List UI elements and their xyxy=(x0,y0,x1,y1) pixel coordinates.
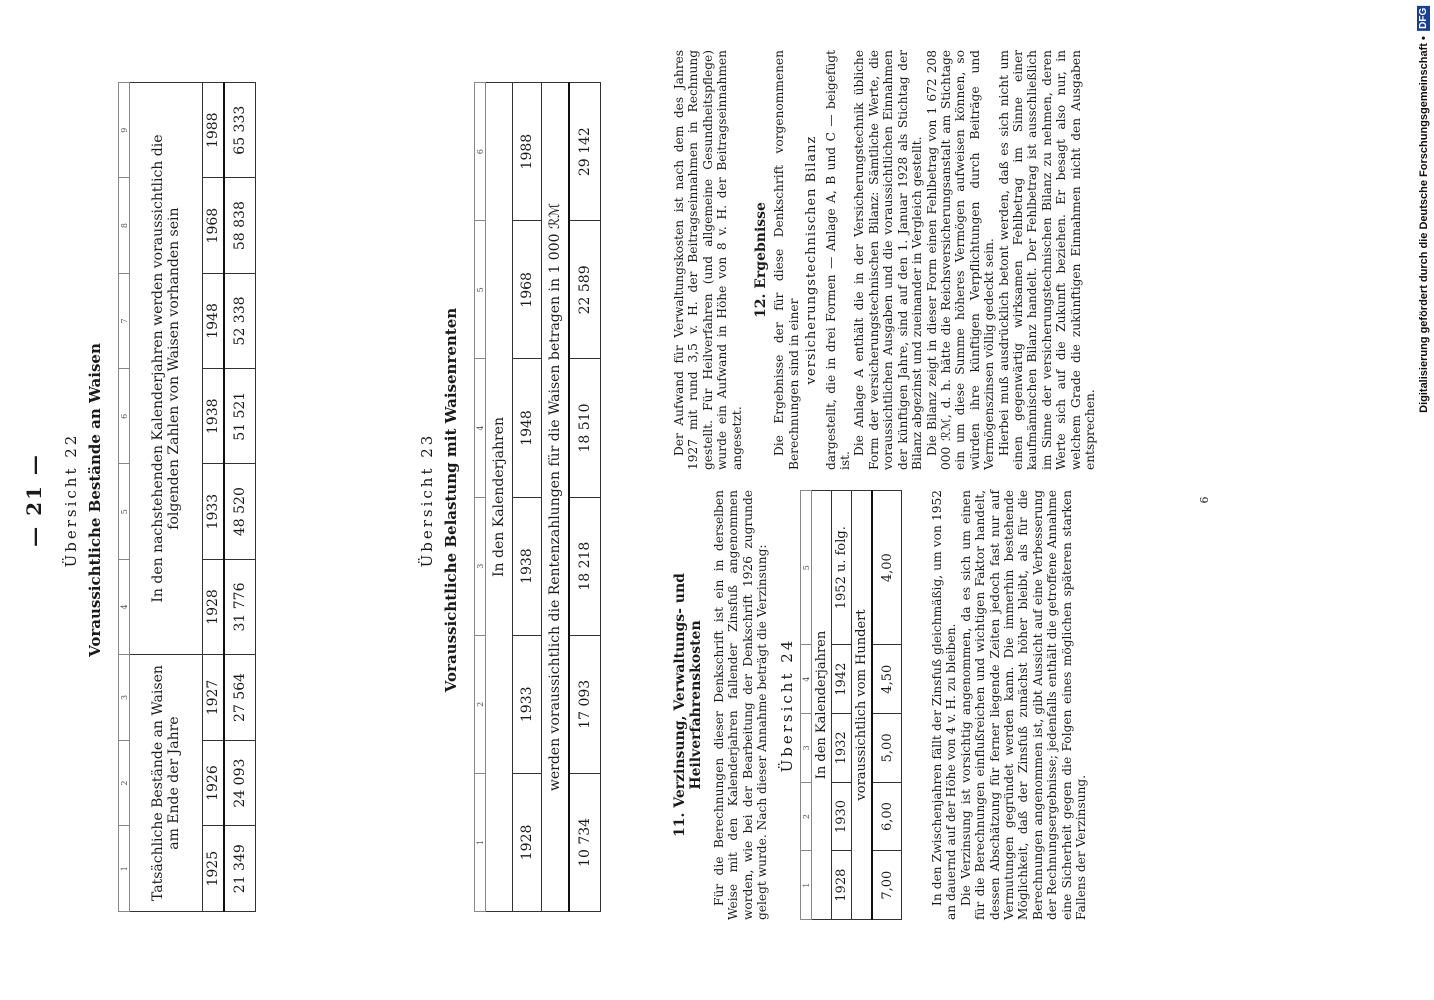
page-header: — 21 — xyxy=(22,453,46,547)
table23-header: In den Kalenderjahren xyxy=(486,83,513,912)
value-cell: 21 349 xyxy=(224,826,256,912)
table23-title: Voraussichtliche Belastung mit Waisenrenten xyxy=(442,307,460,693)
value-cell: 58 838 xyxy=(224,178,256,273)
table22 xyxy=(118,82,256,912)
value-cell: 4,50 xyxy=(872,645,902,714)
colnum: 5 xyxy=(119,464,130,559)
paragraph: Die Verzinsung ist vorsichtig angenommen, da es sich um einen für die Berechnungen einflußreichen und wichtigen Faktor handelt, dessen Abschätzung für ferner liegende Zeiten jedoch fast nur auf Vermutungen gegründet werden kann. Die immerhin bestehende Möglichkeit, daß der Zinsfuß zunächst höher bleibt, als für die Berechnungen angenommen ist, gibt Aussicht auf eine Verbesserung der Rechnungsergebnisse; jedenfalls enthält die getroffene Annahme eine Sicherheit gegen die Folgen eines möglichen späteren starken Fallens der Verzinsung. xyxy=(958,490,1089,920)
table23 xyxy=(474,82,601,912)
year-cell: 1968 xyxy=(513,221,542,359)
year-cell: 1933 xyxy=(203,464,225,559)
year-cell: 1948 xyxy=(513,359,542,497)
table22-title: Voraussichtliche Bestände an Waisen xyxy=(86,343,104,657)
colnum: 3 xyxy=(119,655,130,741)
value-cell: 65 333 xyxy=(224,83,256,178)
colnum: 2 xyxy=(801,782,812,851)
table23-subheader: werden voraussichtlich die Rentenzahlungen für die Waisen betragen in 1 000 ℛℳ xyxy=(542,83,570,912)
value-cell: 17 093 xyxy=(569,635,601,773)
colnum: 6 xyxy=(475,83,486,221)
year-cell: 1928 xyxy=(203,559,225,654)
paragraph: Für die Berechnungen dieser Denkschrift ist ein in derselben Weise mit den Kalenderjahren fallender Zinsfuß angenommen worden, wie bei der Bearbeitung der Denkschrift 1926 zugrunde gelegt wurde. Nach dieser Annahme beträgt die Verzinsung: xyxy=(712,490,770,920)
colnum: 6 xyxy=(119,369,130,464)
colnum: 8 xyxy=(119,178,130,273)
value-cell: 52 338 xyxy=(224,273,256,368)
paragraph: Die Ergebnisse der für diese Denkschrift vorgenommenen Berechnungen sind in einer xyxy=(772,50,801,470)
colnum: 1 xyxy=(801,851,812,920)
colnum: 3 xyxy=(475,497,486,635)
colnum: 4 xyxy=(119,559,130,654)
dfg-logo: DFG xyxy=(1418,8,1429,30)
paragraph: Die Bilanz zeigt in dieser Form einen Fehlbetrag von 1 672 208 000 ℛℳ, d. h. hätte die Reichsversicherungsanstalt am Stichtage ein um diese Summe höheres Vermögen aufweisen können, so würden ihre künftigen Verpflichtungen durch Beiträge und Vermögenszinsen völlig gedeckt sein. xyxy=(924,50,997,470)
table22-left-header: Tatsächliche Bestände an Waisen am Ende der Jahre xyxy=(130,655,203,912)
colnum: 1 xyxy=(119,826,130,912)
year-cell: 1988 xyxy=(203,83,225,178)
colnum: 9 xyxy=(119,83,130,178)
colnum: 2 xyxy=(119,740,130,826)
table24 xyxy=(800,490,902,920)
year-cell: 1942 xyxy=(832,645,852,714)
colnum: 5 xyxy=(801,491,812,645)
year-cell: 1968 xyxy=(203,178,225,273)
value-cell: 18 218 xyxy=(569,497,601,635)
value-cell: 22 589 xyxy=(569,221,601,359)
year-cell: 1933 xyxy=(513,635,542,773)
page-footer-number: 6 xyxy=(1198,496,1211,504)
year-cell: 1928 xyxy=(513,773,542,911)
value-cell: 27 564 xyxy=(224,655,256,741)
colnum: 2 xyxy=(475,635,486,773)
paragraph: In den Zwischenjahren fällt der Zinsfuß gleichmäßig, um von 1952 an dauernd auf der Höhe von 4 v. H. zu bleiben. xyxy=(930,490,959,920)
year-cell: 1932 xyxy=(832,714,852,783)
section11-intro xyxy=(712,490,770,920)
table24-caption: Übersicht 24 xyxy=(778,637,796,773)
year-cell: 1952 u. folg. xyxy=(832,491,852,645)
value-cell: 5,00 xyxy=(872,714,902,783)
year-cell: 1988 xyxy=(513,83,542,221)
year-cell: 1925 xyxy=(203,826,225,912)
year-cell: 1948 xyxy=(203,273,225,368)
value-cell: 29 142 xyxy=(569,83,601,221)
colnum: 5 xyxy=(475,221,486,359)
value-cell: 10 734 xyxy=(569,773,601,911)
credit-text: Digitalisierung gefördert durch die Deutsche Forschungsgemeinschaft • xyxy=(1418,36,1430,413)
year-cell: 1928 xyxy=(832,851,852,920)
table23-caption: Übersicht 23 xyxy=(418,432,436,568)
colnum: 7 xyxy=(119,273,130,368)
year-cell: 1927 xyxy=(203,655,225,741)
section11-heading: 11. Verzinsung, Verwaltungs- und Heilverfahrenskosten xyxy=(672,573,704,837)
bilanz-subtitle: versicherungstechnischen Bilanz xyxy=(804,135,820,385)
year-cell: 1926 xyxy=(203,740,225,826)
year-cell: 1930 xyxy=(832,782,852,851)
paragraph: dargestellt, die in drei Formen — Anlage A, B und C — beigefügt ist. xyxy=(823,50,853,470)
colnum: 3 xyxy=(801,714,812,783)
value-cell: 18 510 xyxy=(569,359,601,497)
paragraph: Hierbei muß ausdrücklich betont werden, daß es sich nicht um einen gegenwärtig wirksamen Fehlbetrag im Sinne einer kaufmännischen Bilanz handelt. Der Fehlbetrag ist ausschließlich im Sinne der versicherungstechnischen Bilanz zu nehmen, deren Werte sich auf die Zukunft beziehen. Er besagt also nur, in welchem Grade die zukünftigen Einnahmen nicht den Ausgaben entsprechen. xyxy=(996,50,1097,470)
value-cell: 31 776 xyxy=(224,559,256,654)
right-column xyxy=(672,50,1097,470)
year-cell: 1938 xyxy=(203,369,225,464)
value-cell: 24 093 xyxy=(224,740,256,826)
table22-caption: Übersicht 22 xyxy=(62,432,80,568)
table24-header: In den Kalenderjahren xyxy=(812,491,832,920)
year-cell: 1938 xyxy=(513,497,542,635)
colnum: 1 xyxy=(475,773,486,911)
colnum: 4 xyxy=(475,359,486,497)
table24-subheader: voraussichtlich vom Hundert xyxy=(852,491,873,920)
digitization-credit xyxy=(1417,6,1430,413)
section12-heading: 12. Ergebnisse xyxy=(753,202,770,318)
value-cell: 6,00 xyxy=(872,782,902,851)
paragraph: Die Anlage A enthält die in der Versicherungstechnik übliche Form der versicherungstechnischen Bilanz: Sämtliche Werte, die voraussichtlichen Ausgaben und die voraussichtlichen Einnahmen der künftigen Jahre, sind auf den 1. Januar 1928 als Stichtag der Bilanz abgezinst und zueinander in Vergleich gestellt. xyxy=(852,50,925,470)
table22-right-header: In den nachstehenden Kalenderjahren werden voraussichtlich die folgenden Zahlen von Waisen vorhanden sein xyxy=(130,83,203,655)
section11-body xyxy=(930,490,1088,920)
value-cell: 7,00 xyxy=(872,851,902,920)
paragraph: Der Aufwand für Verwaltungskosten ist nach dem des Jahres 1927 mit rund 3,5 v. H. der Beitragseinnahmen in Rechnung gestellt. Für Heilverfahren (und allgemeine Gesundheitspflege) wurde ein Aufwand in Höhe von 8 v. H. der Beitragseinnahmen angesetzt. xyxy=(672,50,744,470)
value-cell: 51 521 xyxy=(224,369,256,464)
value-cell: 48 520 xyxy=(224,464,256,559)
value-cell: 4,00 xyxy=(872,491,902,645)
colnum: 4 xyxy=(801,645,812,714)
